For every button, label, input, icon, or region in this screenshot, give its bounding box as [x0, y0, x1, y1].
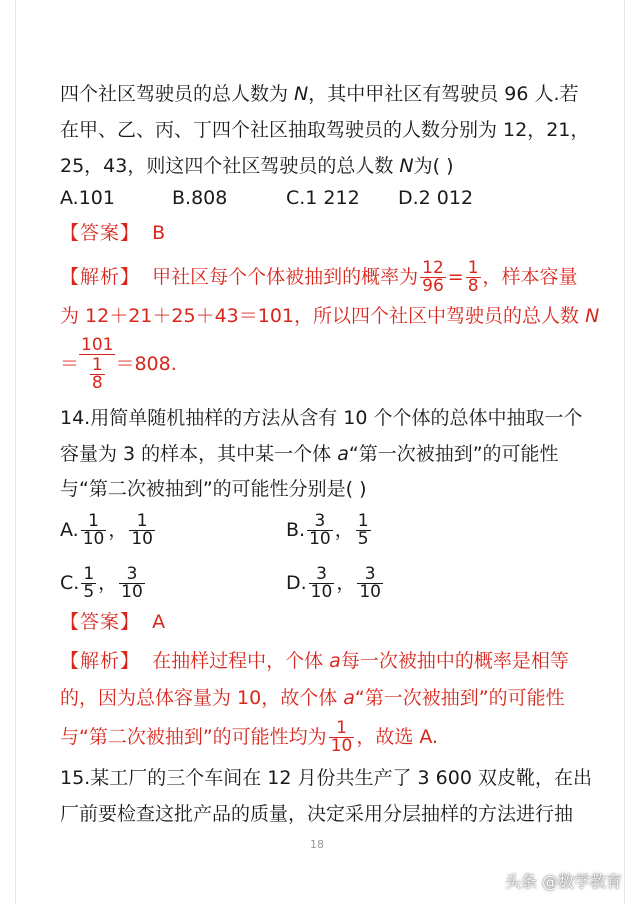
q13-line-3: 25，43，则这四个社区驾驶员的总人数 N为( ) — [60, 155, 454, 177]
q15-line-1: 15.某工厂的三个车间在 12 月份共生产了 3 600 双皮靴，在出 — [60, 767, 592, 789]
fraction: $\frac{12}{96}$ — [422, 258, 444, 296]
watermark: 头条 @数学教育 — [504, 872, 622, 891]
fraction: $\frac{3}{10}$ — [309, 511, 331, 549]
fraction: $\frac{3}{10}$ — [359, 564, 381, 602]
variable-a: a — [337, 443, 349, 465]
compound-fraction: $\frac{101}{\frac{1}{8}}$ — [81, 335, 114, 393]
q14-option-a: A. $\frac{1}{10}$ ， $\frac{1}{10}$ — [60, 511, 153, 549]
variable-N: N — [294, 83, 309, 105]
q14-option-b: B. $\frac{3}{10}$ ， $\frac{1}{5}$ — [286, 511, 369, 549]
q14-analysis-line-1: 【解析】 在抽样过程中，个体 a每一次被抽中的概率是相等 — [60, 650, 569, 672]
q13-option-c: C.1 212 — [286, 187, 360, 209]
q14-line-1: 14.用简单随机抽样的方法从含有 10 个个体的总体中抽取一个 — [60, 407, 583, 429]
q13-analysis-line-2: 为 12＋21＋25＋43＝101，所以四个社区中驾驶员的总人数 N — [60, 305, 600, 327]
fraction: $\frac{3}{10}$ — [121, 564, 143, 602]
analysis-label: 【解析】 — [60, 650, 141, 672]
answer-value: A — [152, 611, 166, 633]
q13-line-2: 在甲、乙、丙、丁四个社区抽取驾驶员的人数分别为 12，21， — [60, 119, 590, 141]
fraction: $\frac{1}{10}$ — [330, 718, 353, 756]
q13-answer — [60, 219, 590, 247]
variable-N: N — [399, 155, 414, 177]
variable-a: a — [343, 687, 355, 709]
q13-option-d: D.2 012 — [398, 187, 474, 209]
q14-analysis-line-3: 与“第二次被抽到”的可能性均为 $\frac{1}{10}$ ，故选 A. — [60, 718, 439, 756]
fraction: $\frac{3}{10}$ — [310, 564, 333, 602]
answer-label: 【答案】 — [60, 222, 141, 244]
fraction: $\frac{1}{10}$ — [131, 511, 153, 549]
q14-line-2: 容量为 3 的样本，其中某一个体 a“第一次被抽到”的可能性 — [60, 443, 559, 465]
q14-analysis-line-2: 的，因为总体容量为 10，故个体 a“第一次被抽到”的可能性 — [60, 687, 565, 709]
fraction: $\frac{1}{10}$ — [82, 511, 105, 549]
answer-label: 【答案】 — [60, 611, 141, 633]
fraction: $\frac{1}{5}$ — [357, 511, 369, 549]
answer-value: B — [152, 222, 166, 244]
q14-line-3: 与“第二次被抽到”的可能性分别是( ) — [60, 478, 367, 500]
q13-analysis-line-3: ＝ $\frac{101}{\frac{1}{8}}$ ＝808. — [60, 335, 177, 393]
fraction: $\frac{1}{8}$ — [467, 258, 479, 296]
q13-line-1: 四个社区驾驶员的总人数为 N，其中甲社区有驾驶员 96 人.若 — [60, 83, 579, 105]
q15-line-2: 厂前要检查这批产品的质量，决定采用分层抽样的方法进行抽 — [60, 803, 574, 825]
q13-analysis-line-1: 【解析】 甲社区每个个体被抽到的概率为 $\frac{12}{96}$ = $\frac{1}{8}$ ，样本容量 — [60, 258, 578, 296]
q14-option-c: C. $\frac{1}{5}$ ， $\frac{3}{10}$ — [60, 564, 143, 602]
q13-option-b: B.808 — [172, 187, 228, 209]
q14-answer — [60, 608, 590, 636]
page-number: 18 — [310, 838, 324, 851]
q13-option-a: A.101 — [60, 187, 115, 209]
analysis-label: 【解析】 — [60, 266, 141, 288]
q14-option-d: D. $\frac{3}{10}$ ， $\frac{3}{10}$ — [286, 564, 381, 602]
variable-N: N — [585, 305, 600, 327]
fraction: $\frac{1}{5}$ — [83, 564, 95, 602]
variable-a: a — [329, 650, 341, 672]
